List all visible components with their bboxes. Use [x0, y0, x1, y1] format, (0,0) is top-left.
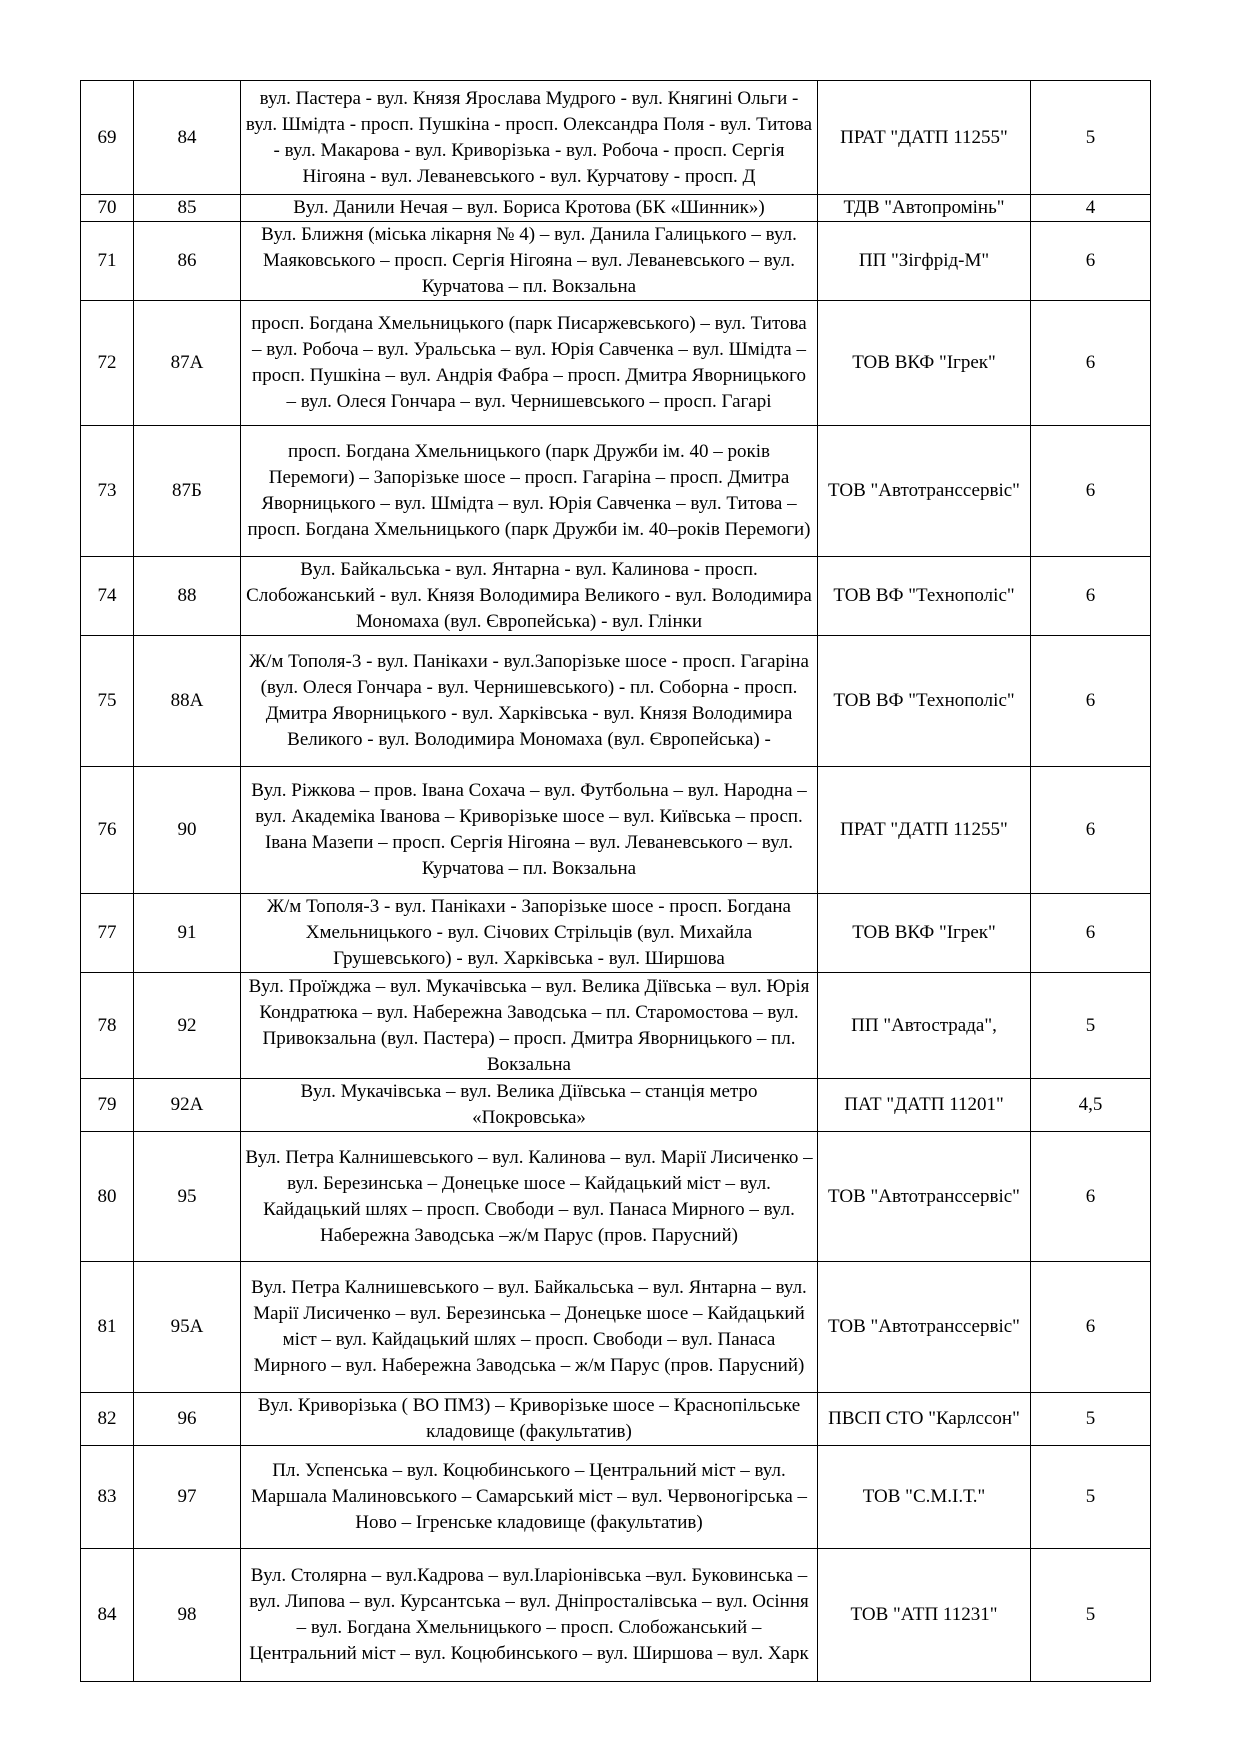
operator: ПРАТ "ДАТП 11255" [818, 767, 1031, 894]
row-number: 84 [81, 1549, 134, 1682]
row-number: 72 [81, 301, 134, 426]
route-number: 95 [134, 1132, 241, 1262]
row-number: 81 [81, 1262, 134, 1393]
table-row [81, 222, 1151, 301]
route-path: Ж/м Тополя-3 - вул. Панікахи - вул.Запорізьке шосе - просп. Гагаріна (вул. Олеся Гончара - вул. Чернишевського) - пл. Соборна - просп. Дмитра Яворницького - вул. Харківська - вул. Князя Володимира Великого - вул. Володимира Мономаха (вул. Європейська) - [241, 636, 818, 767]
row-number: 74 [81, 557, 134, 636]
route-number: 87А [134, 301, 241, 426]
fare: 5 [1031, 973, 1151, 1079]
route-number: 98 [134, 1549, 241, 1682]
route-path: просп. Богдана Хмельницького (парк Дружби ім. 40 – років Перемоги) – Запорізьке шосе – просп. Гагаріна – просп. Дмитра Яворницького – вул. Шмідта – вул. Юрія Савченка – вул. Титова – просп. Богдана Хмельницького (парк Дружби ім. 40–років Перемоги) [241, 426, 818, 557]
route-number: 95А [134, 1262, 241, 1393]
operator: ПВСП СТО "Карлссон" [818, 1393, 1031, 1446]
routes-table-body [81, 81, 1151, 1682]
fare: 5 [1031, 1393, 1151, 1446]
fare: 5 [1031, 1549, 1151, 1682]
row-number: 78 [81, 973, 134, 1079]
route-path: Вул. Петра Калнишевського – вул. Калинова – вул. Марії Лисиченко – вул. Березинська – Донецьке шосе – Кайдацький міст – вул. Кайдацький шлях – просп. Свободи – вул. Панаса Мирного – вул. Набережна Заводська –ж/м Парус (пров. Парусний) [241, 1132, 818, 1262]
row-number: 70 [81, 195, 134, 222]
fare: 6 [1031, 1262, 1151, 1393]
row-number: 80 [81, 1132, 134, 1262]
route-number: 97 [134, 1446, 241, 1549]
route-path: Вул. Проїжджа – вул. Мукачівська – вул. Велика Діївська – вул. Юрія Кондратюка – вул. Набережна Заводська – пл. Старомостова – вул. Привокзальна (вул. Пастера) – просп. Дмитра Яворницького – пл. Вокзальна [241, 973, 818, 1079]
row-number: 77 [81, 894, 134, 973]
route-path: Вул. Ріжкова – пров. Івана Сохача – вул. Футбольна – вул. Народна – вул. Академіка Іванова – Криворізьке шосе – вул. Київська – просп. Івана Мазепи – просп. Сергія Нігояна – вул. Леваневського – вул. Курчатова – пл. Вокзальна [241, 767, 818, 894]
table-row [81, 195, 1151, 222]
table-row [81, 81, 1151, 195]
fare: 6 [1031, 894, 1151, 973]
fare: 6 [1031, 557, 1151, 636]
table-row [81, 1079, 1151, 1132]
route-number: 85 [134, 195, 241, 222]
route-number: 96 [134, 1393, 241, 1446]
row-number: 75 [81, 636, 134, 767]
fare: 6 [1031, 426, 1151, 557]
fare: 5 [1031, 81, 1151, 195]
table-row [81, 301, 1151, 426]
route-number: 91 [134, 894, 241, 973]
row-number: 83 [81, 1446, 134, 1549]
route-path: Вул. Байкальська - вул. Янтарна - вул. Калинова - просп. Слобожанський - вул. Князя Володимира Великого - вул. Володимира Мономаха (вул. Європейська) - вул. Глінки [241, 557, 818, 636]
route-path: Вул. Ближня (міська лікарня № 4) – вул. Данила Галицького – вул. Маяковського – просп. Сергія Нігояна – вул. Леваневського – вул. Курчатова – пл. Вокзальна [241, 222, 818, 301]
route-path: просп. Богдана Хмельницького (парк Писаржевського) – вул. Титова – вул. Робоча – вул. Уральська – вул. Юрія Савченка – вул. Шмідта – просп. Пушкіна – вул. Андрія Фабра – просп. Дмитра Яворницького – вул. Олеся Гончара – вул. Чернишевського – просп. Гагарі [241, 301, 818, 426]
operator: ТДВ "Автопромінь" [818, 195, 1031, 222]
operator: ТОВ ВКФ "Ігрек" [818, 301, 1031, 426]
fare: 6 [1031, 301, 1151, 426]
operator: ПП "Зігфрід-М" [818, 222, 1031, 301]
route-number: 87Б [134, 426, 241, 557]
row-number: 69 [81, 81, 134, 195]
fare: 6 [1031, 767, 1151, 894]
route-path: Вул. Столярна – вул.Кадрова – вул.Іларіонівська –вул. Буковинська – вул. Липова – вул. Курсантська – вул. Дніпросталівська – вул. Осіння – вул. Богдана Хмельницького – просп. Слобожанський – Центральний міст – вул. Коцюбинського – вул. Ширшова – вул. Харк [241, 1549, 818, 1682]
row-number: 79 [81, 1079, 134, 1132]
route-number: 86 [134, 222, 241, 301]
route-number: 92А [134, 1079, 241, 1132]
operator: ТОВ ВФ "Технополіс" [818, 636, 1031, 767]
route-path: Вул. Криворізька ( ВО ПМЗ) – Криворізьке шосе – Краснопільське кладовище (факультатив) [241, 1393, 818, 1446]
operator: ТОВ "АТП 11231" [818, 1549, 1031, 1682]
table-row [81, 1393, 1151, 1446]
table-row [81, 557, 1151, 636]
operator: ТОВ "Автотранссервіс" [818, 426, 1031, 557]
table-row [81, 973, 1151, 1079]
route-number: 84 [134, 81, 241, 195]
route-path: Вул. Данили Нечая – вул. Бориса Кротова (БК «Шинник») [241, 195, 818, 222]
routes-table [80, 80, 1151, 1682]
route-number: 88 [134, 557, 241, 636]
operator: ПРАТ "ДАТП 11255" [818, 81, 1031, 195]
table-row [81, 767, 1151, 894]
table-row [81, 1446, 1151, 1549]
row-number: 71 [81, 222, 134, 301]
operator: ТОВ "Автотранссервіс" [818, 1132, 1031, 1262]
route-path: вул. Пастера - вул. Князя Ярослава Мудрого - вул. Княгині Ольги - вул. Шмідта - просп. Пушкіна - просп. Олександра Поля - вул. Титова - вул. Макарова - вул. Криворізька - вул. Робоча - просп. Сергія Нігояна - вул. Леваневського - вул. Курчатову - просп. Д [241, 81, 818, 195]
route-path: Вул. Петра Калнишевського – вул. Байкальська – вул. Янтарна – вул. Марії Лисиченко – вул. Березинська – Донецьке шосе – Кайдацький міст – вул. Кайдацький шлях – просп. Свободи – вул. Панаса Мирного – вул. Набережна Заводська – ж/м Парус (пров. Парусний) [241, 1262, 818, 1393]
row-number: 73 [81, 426, 134, 557]
table-row [81, 636, 1151, 767]
route-path: Вул. Мукачівська – вул. Велика Діївська – станція метро «Покровська» [241, 1079, 818, 1132]
row-number: 76 [81, 767, 134, 894]
operator: ТОВ ВФ "Технополіс" [818, 557, 1031, 636]
fare: 5 [1031, 1446, 1151, 1549]
table-row [81, 1262, 1151, 1393]
operator: ПП "Автострада", [818, 973, 1031, 1079]
document-page [80, 80, 1150, 1682]
operator: ТОВ ВКФ "Ігрек" [818, 894, 1031, 973]
operator: ПАТ "ДАТП 11201" [818, 1079, 1031, 1132]
fare: 6 [1031, 222, 1151, 301]
route-number: 88А [134, 636, 241, 767]
table-row [81, 1549, 1151, 1682]
operator: ТОВ "Автотранссервіс" [818, 1262, 1031, 1393]
row-number: 82 [81, 1393, 134, 1446]
route-number: 90 [134, 767, 241, 894]
fare: 6 [1031, 636, 1151, 767]
table-row [81, 894, 1151, 973]
fare: 4,5 [1031, 1079, 1151, 1132]
route-number: 92 [134, 973, 241, 1079]
route-path: Пл. Успенська – вул. Коцюбинського – Центральний міст – вул. Маршала Малиновського – Самарський міст – вул. Червоногірська – Ново – Ігренське кладовище (факультатив) [241, 1446, 818, 1549]
fare: 6 [1031, 1132, 1151, 1262]
fare: 4 [1031, 195, 1151, 222]
route-path: Ж/м Тополя-3 - вул. Панікахи - Запорізьке шосе - просп. Богдана Хмельницького - вул. Січових Стрільців (вул. Михайла Грушевського) - вул. Харківська - вул. Ширшова [241, 894, 818, 973]
operator: ТОВ "С.М.І.Т." [818, 1446, 1031, 1549]
table-row [81, 1132, 1151, 1262]
table-row [81, 426, 1151, 557]
